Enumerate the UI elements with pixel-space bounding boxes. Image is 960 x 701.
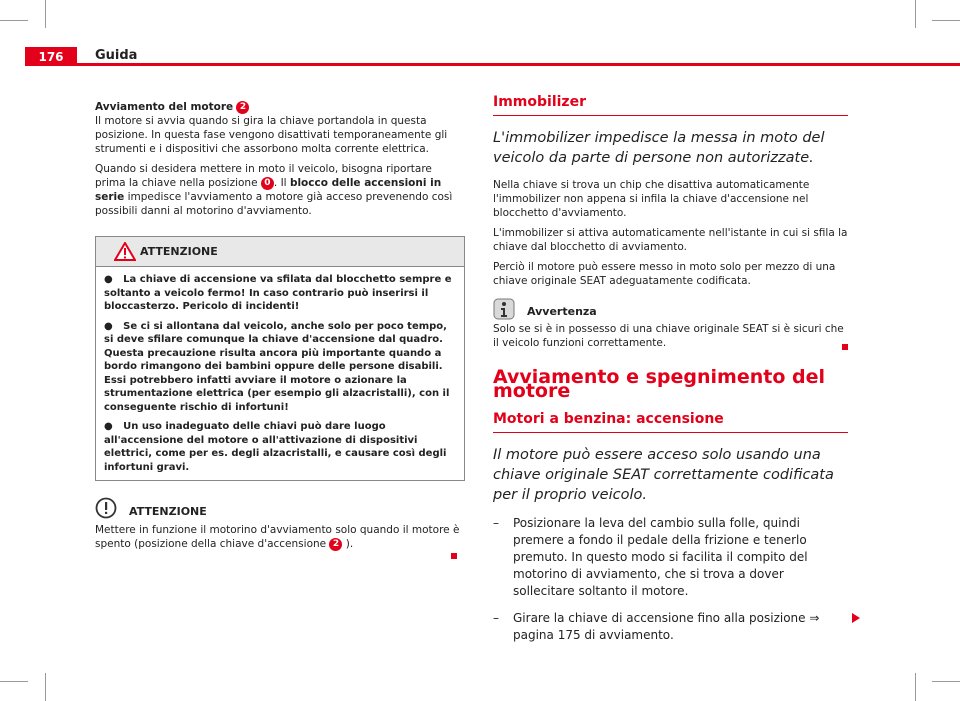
text: Mettere in funzione il motorino d'avviamento solo quando il motore è spento (posizione della chiave d'accensione <box>95 524 460 550</box>
paragraph: L'immobilizer si attiva automaticamente nell'istante in cui si sfila la chiave dal blocchetto di avviamento. <box>493 227 848 253</box>
paragraph-title: Avviamento del motore <box>95 101 234 113</box>
crop-mark <box>932 20 960 21</box>
exclamation-circle-icon <box>95 497 117 519</box>
crop-mark <box>915 0 916 28</box>
caution-header <box>95 497 465 519</box>
text: impedisce l'avviamento a motore già acceso prevenendo così possibili danni al motorino d'avviamento. <box>95 191 453 217</box>
warning-body <box>96 267 464 480</box>
end-marker <box>451 553 457 559</box>
section-title: Guida <box>95 48 138 63</box>
end-marker <box>842 344 848 350</box>
paragraph-body: Il motore si avvia quando si gira la chiave portandola in questa posizione. In questa fase vengono disattivati temporaneamente gli strumenti e i dispositivi che assorbono molta corrente elettrica. <box>95 115 448 155</box>
crop-mark <box>45 673 46 701</box>
position-number: 0 <box>261 177 274 190</box>
note-header <box>493 298 848 320</box>
note-title: Avvertenza <box>527 305 597 318</box>
crop-mark <box>915 673 916 701</box>
warning-item: ● Un uso inadeguato delle chiavi può dare luogo all'accensione del motore o all'attivazione di dispositivi elettrici, come per es. degli alzacristalli, e causare così degli infortuni gravi. <box>104 421 447 473</box>
position-number: 2 <box>329 538 342 551</box>
crop-mark <box>932 681 960 682</box>
warning-triangle-icon <box>114 242 136 261</box>
paragraph-ignition-lock <box>95 162 465 218</box>
crop-mark <box>0 20 28 21</box>
position-number: 2 <box>236 101 249 114</box>
page-number: 176 <box>25 47 77 66</box>
paragraph: Nella chiave si trova un chip che disattiva automaticamente l'immobilizer non appena si infila la chiave d'accensione nel blocchetto d'avviamento. <box>493 179 810 219</box>
subsection-heading: Motori a benzina: accensione <box>493 412 848 433</box>
text: . Il <box>273 177 287 189</box>
warning-box <box>95 236 465 481</box>
right-column <box>493 95 848 654</box>
caution-title: ATTENZIONE <box>129 505 207 518</box>
dash-marker: – <box>493 516 499 530</box>
step-text: Posizionare la leva del cambio sulla folle, quindi premere a fondo il pedale della frizione e tenerlo premuto. In questo modo si facilita il compito del motorino di avviamento, che si trova a dover sollecitare soltanto il motore. <box>513 516 808 598</box>
paragraph-start <box>95 100 465 156</box>
warning-item-text: La chiave di accensione va sfilata dal blocchetto sempre e soltanto a veicolo fermo! In caso contrario può inserirsi il bloccasterzo. Pericolo di incidenti! <box>104 274 452 312</box>
text: Quando si desidera mettere in moto il veicolo, bisogna riportare prima la chiave nella posizione <box>95 163 432 189</box>
note-body <box>493 322 848 350</box>
warning-title: ATTENZIONE <box>140 244 218 258</box>
text: Solo se si è in possesso di una chiave originale SEAT si è sicuri che il veicolo funzioni correttamente. <box>493 323 844 349</box>
warning-item-text: Un uso inadeguato delle chiavi può dare luogo all'accensione del motore o all'attivazione di dispositivi elettrici, come per es. degli alzacristalli, e causare così degli infortuni gravi. <box>104 421 447 473</box>
step-item <box>493 610 848 644</box>
immobilizer-lead: L'immobilizer impedisce la messa in moto del veicolo da parte di persone non autorizzate. <box>493 130 825 166</box>
caution-body <box>95 523 465 551</box>
left-column <box>95 100 465 557</box>
text: ). <box>345 538 354 550</box>
step-text[interactable]: Girare la chiave di accensione fino alla posizione ⇒ pagina 175 di avviamento. <box>513 611 820 642</box>
warning-item-text: Se ci si allontana dal veicolo, anche solo per poco tempo, si deve sfilare comunque la chiave d'accensione dal quadro. Questa precauzione risulta ancora più importante quando a bordo rimangono dei bambini oppure delle persone disabili. Essi potrebbero infatti avviare il motore o azionare la strumentazione elettrica (per esempio gli alzacristalli), con il conseguente rischio di infortuni! <box>104 320 450 413</box>
warning-item: ● Se ci si allontana dal veicolo, anche solo per poco tempo, si deve sfilare comunque la chiave d'accensione dal quadro. Questa precauzione risulta ancora più importante quando a bordo rimangono dei bambini oppure delle persone disabili. Essi potrebbero infatti avviare il motore o azionare la strumentazione elettrica (per esempio gli alzacristalli), con il conseguente rischio di infortuni! <box>104 320 450 413</box>
info-note-icon <box>493 298 515 320</box>
step-item <box>493 515 848 600</box>
immobilizer-heading: Immobilizer <box>493 95 848 116</box>
subsection-lead: Il motore può essere acceso solo usando una chiave originale SEAT correttamente codificata per il proprio veicolo. <box>493 447 834 503</box>
warning-header <box>96 237 464 267</box>
crop-mark <box>0 681 28 682</box>
dash-marker: – <box>493 611 499 625</box>
crop-mark <box>45 0 46 28</box>
chapter-heading: Avviamento e spegnimento del motore <box>493 366 825 402</box>
warning-item: ● La chiave di accensione va sfilata dal blocchetto sempre e soltanto a veicolo fermo! In caso contrario può inserirsi il bloccasterzo. Pericolo di incidenti! <box>104 274 452 312</box>
bold-term: blocco delle accensioni in serie <box>95 177 442 203</box>
continue-arrow-icon <box>852 613 860 623</box>
header-rule <box>25 63 960 66</box>
paragraph: Perciò il motore può essere messo in moto solo per mezzo di una chiave originale SEAT adeguatamente codificata. <box>493 261 836 287</box>
